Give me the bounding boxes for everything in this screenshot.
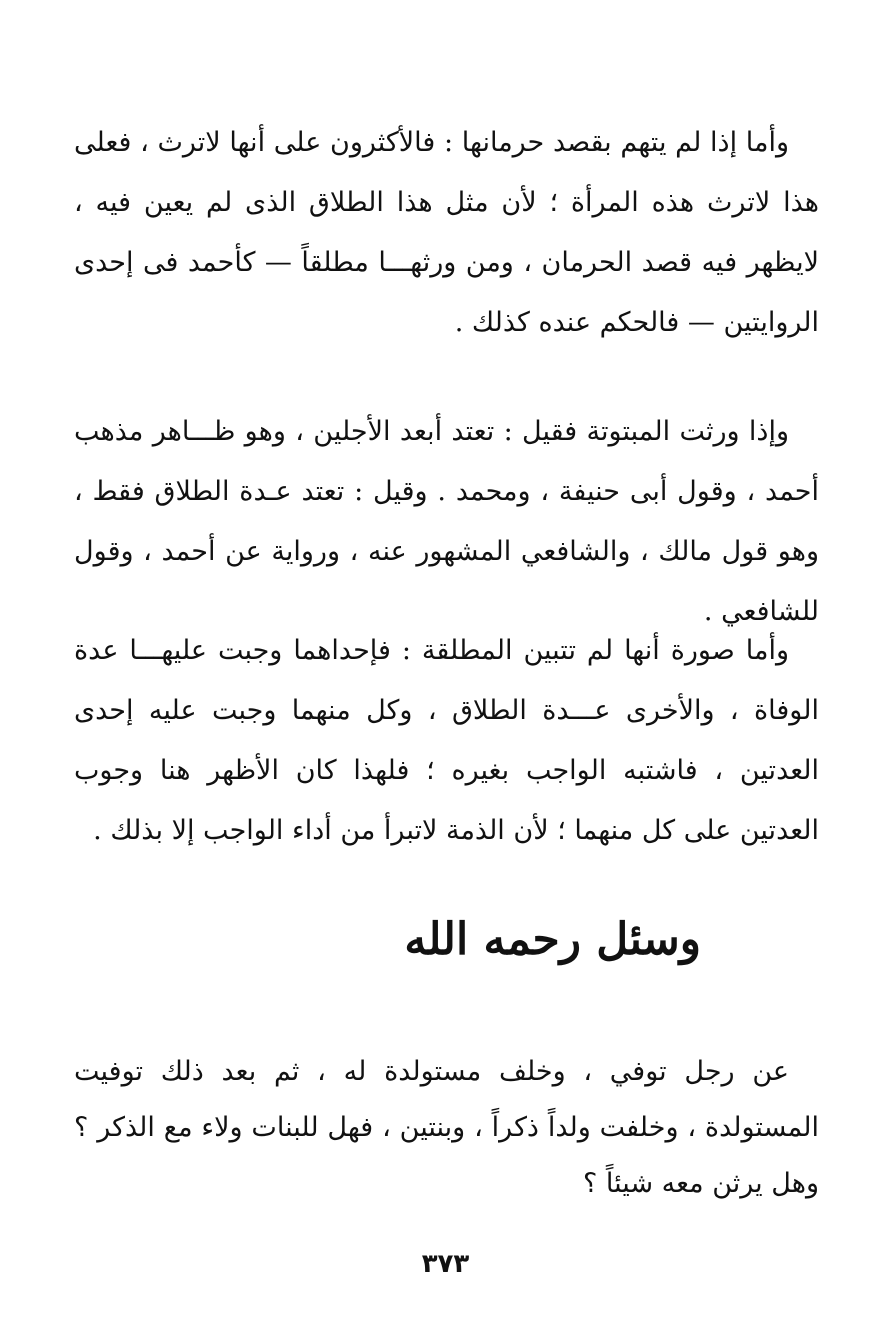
- paragraph-3: وأما صورة أنها لم تتبين المطلقة : فإحداهما وجبت عليهـــا عدة الوفاة ، والأخرى عـــدة الطلاق ، وكل منهما وجبت عليه إحدى العدتين ، فاشتبه الواجب بغيره ؛ فلهذا كان الأظهر هنا وجوب العدتين على كل منهما ؛ لأن الذمة لاتبرأ من أداء الواجب إلا بذلك .: [74, 635, 819, 846]
- page-number: ٣٧٣: [421, 1249, 470, 1279]
- paragraph-1: وأما إذا لم يتهم بقصد حرمانها : فالأكثرون على أنها لاترث ، فعلى هذا لاترث هذه المرأة ؛ لأن مثل هذا الطلاق الذى لم يعين فيه ، لايظهر فيه قصد الحرمان ، ومن ورثهـــا مطلقاً — كأحمد فى إحدى الروايتين — فالحكم عنده كذلك .: [74, 127, 819, 338]
- section-heading: وسئل رحمه الله: [404, 914, 701, 965]
- question-paragraph: عن رجل توفي ، وخلف مستولدة له ، ثم بعد ذلك توفيت المستولدة ، وخلفت ولداً ذكراً ، وبنتين ، فهل للبنات ولاء مع الذكر ؟ وهل يرثن معه شيئاً ؟: [74, 1056, 820, 1199]
- paragraph-2: وإذا ورثت المبتوتة فقيل : تعتد أبعد الأجلين ، وهو ظـــاهر مذهب أحمد ، وقول أبى حنيفة ، ومحمد . وقيل : تعتد عـدة الطلاق فقط ، وهو قول مالك ، والشافعي المشهور عنه ، ورواية عن أحمد ، وقول للشافعي .: [74, 416, 819, 627]
